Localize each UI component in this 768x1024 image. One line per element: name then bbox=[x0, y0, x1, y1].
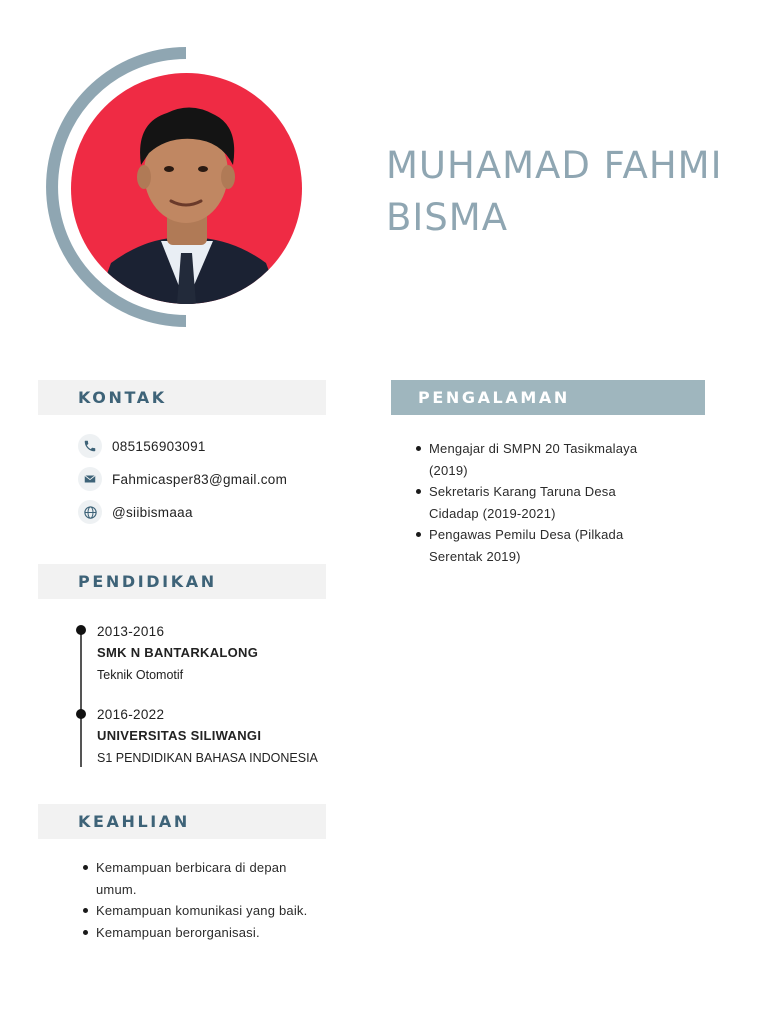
contact-heading-label: KONTAK bbox=[78, 388, 167, 407]
timeline-dot bbox=[76, 709, 86, 719]
contact-social[interactable] bbox=[78, 500, 193, 524]
experience-item: Mengajar di SMPN 20 Tasikmalaya (2019) bbox=[416, 438, 656, 481]
experience-heading bbox=[391, 380, 705, 415]
timeline-dot bbox=[76, 625, 86, 635]
full-name: MUHAMAD FAHMI BISMA bbox=[386, 144, 723, 239]
contact-phone[interactable] bbox=[78, 434, 206, 458]
education-heading bbox=[38, 564, 326, 599]
skill-item: Kemampuan komunikasi yang baik. bbox=[83, 900, 313, 922]
experience-heading-label: PENGALAMAN bbox=[418, 388, 570, 407]
education-item bbox=[97, 704, 337, 769]
experience-list bbox=[416, 438, 656, 567]
social-handle: @siibismaaa bbox=[112, 504, 193, 520]
skills-list bbox=[83, 857, 313, 943]
education-major: S1 PENDIDIKAN BAHASA INDONESIA bbox=[97, 751, 318, 765]
education-timeline bbox=[80, 627, 82, 767]
phone-icon bbox=[78, 434, 102, 458]
education-major: Teknik Otomotif bbox=[97, 668, 184, 682]
education-school: UNIVERSITAS SILIWANGI bbox=[97, 728, 262, 743]
education-years: 2013-2016 bbox=[97, 624, 165, 639]
globe-icon bbox=[78, 500, 102, 524]
experience-item: Pengawas Pemilu Desa (Pilkada Serentak 2019) bbox=[416, 524, 656, 567]
person-illustration bbox=[71, 73, 302, 304]
education-heading-label: PENDIDIKAN bbox=[78, 572, 217, 591]
contact-email[interactable] bbox=[78, 467, 287, 491]
experience-item: Sekretaris Karang Taruna Desa Cidadap (2019-2021) bbox=[416, 481, 656, 524]
phone-number: 085156903091 bbox=[112, 438, 206, 454]
skills-heading-label: KEAHLIAN bbox=[78, 812, 190, 831]
skill-item: Kemampuan berbicara di depan umum. bbox=[83, 857, 313, 900]
skills-heading bbox=[38, 804, 326, 839]
mail-icon bbox=[78, 467, 102, 491]
profile-photo bbox=[71, 73, 302, 304]
education-school: SMK N BANTARKALONG bbox=[97, 645, 259, 660]
education-item bbox=[97, 621, 337, 686]
skill-item: Kemampuan berorganisasi. bbox=[83, 922, 313, 944]
contact-heading bbox=[38, 380, 326, 415]
email-address: Fahmicasper83@gmail.com bbox=[112, 471, 288, 487]
education-years: 2016-2022 bbox=[97, 707, 165, 722]
